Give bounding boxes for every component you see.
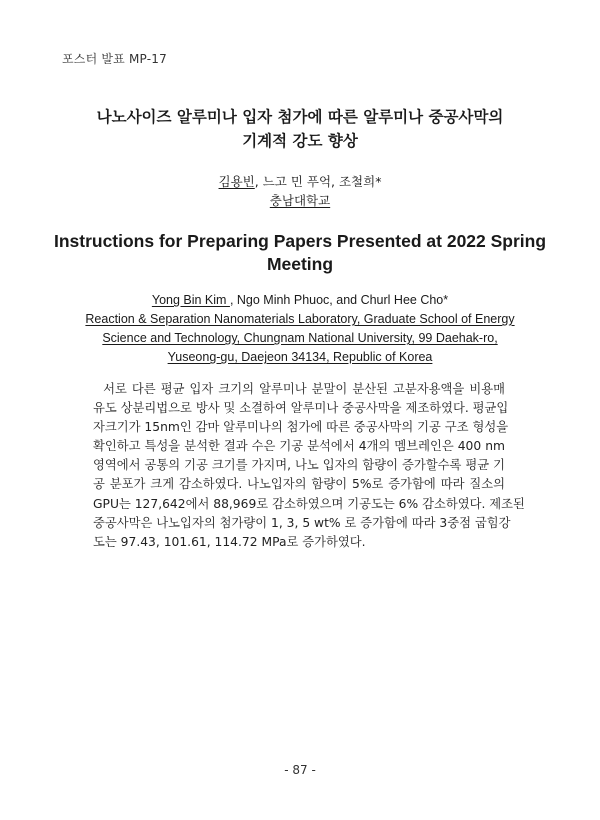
co-authors-en: , Ngo Minh Phuoc, and Churl Hee Cho* [229,293,449,307]
abstract-line: 중공사막은 나노입자의 첨가량이 1, 3, 5 wt% 로 증가함에 따라 3중점 굽힘강 [93,515,511,530]
abstract-line: 유도 상분리법으로 방사 및 소결하여 알루미나 중공사막을 제조하였다. 평균입 [93,401,509,416]
abstract-line: 서로 다른 평균 입자 크기의 알루미나 분말이 분산된 고분자용액을 비용매 [93,382,505,396]
abstract-line: 확인하고 특성을 분석한 결과 수은 기공 분석에서 4개의 멤브레인은 400 nm [93,439,505,454]
english-authors [0,291,600,367]
presenting-author-ko: 김용빈 [218,174,255,189]
abstract-line: 자크기가 15nm인 감마 알루미나의 첨가에 따른 중공사막의 기공 구조 형성을 [93,420,509,435]
abstract-line: GPU는 127,642에서 88,969로 감소하였으며 기공도는 6% 감소하였다. 제조된 [93,496,525,511]
korean-authors [0,172,600,210]
english-author-line [0,291,600,310]
korean-author-line [0,172,600,191]
presenting-author-en: Yong Bin Kim [151,293,230,307]
session-label: 포스터 발표 MP-17 [62,52,167,66]
english-title: Instructions for Preparing Papers Presented at 2022 Spring Meeting [53,231,547,274]
affiliation-ko: 충남대학교 [269,193,331,208]
abstract-line: 도는 97.43, 101.61, 114.72 MPa로 증가하였다. [93,534,366,549]
affiliation-en-line-2: Science and Technology, Chungnam National University, 99 Daehak-ro, [102,331,498,345]
korean-title-line-2: 기계적 강도 향상 [242,132,358,150]
korean-title [0,105,600,153]
affiliation-en-line-3: Yuseong-gu, Daejeon 34134, Republic of Korea [167,350,433,364]
abstract-line: 공 분포가 크게 감소하였다. 나노입자의 함량이 5%로 증가함에 따라 질소의 [93,477,505,492]
abstract-body [93,380,525,552]
page-number: - 87 - [284,763,316,777]
korean-title-line-1: 나노사이즈 알루미나 입자 첨가에 따른 알루미나 중공사막의 [96,108,504,126]
affiliation-en-line-1: Reaction & Separation Nanomaterials Laboratory, Graduate School of Energy [85,312,515,326]
co-authors-ko: , 느고 민 푸억, 조철희* [254,174,382,189]
abstract-line: 영역에서 공통의 기공 크기를 가지며, 나노 입자의 함량이 증가할수록 평균 기 [93,458,505,473]
